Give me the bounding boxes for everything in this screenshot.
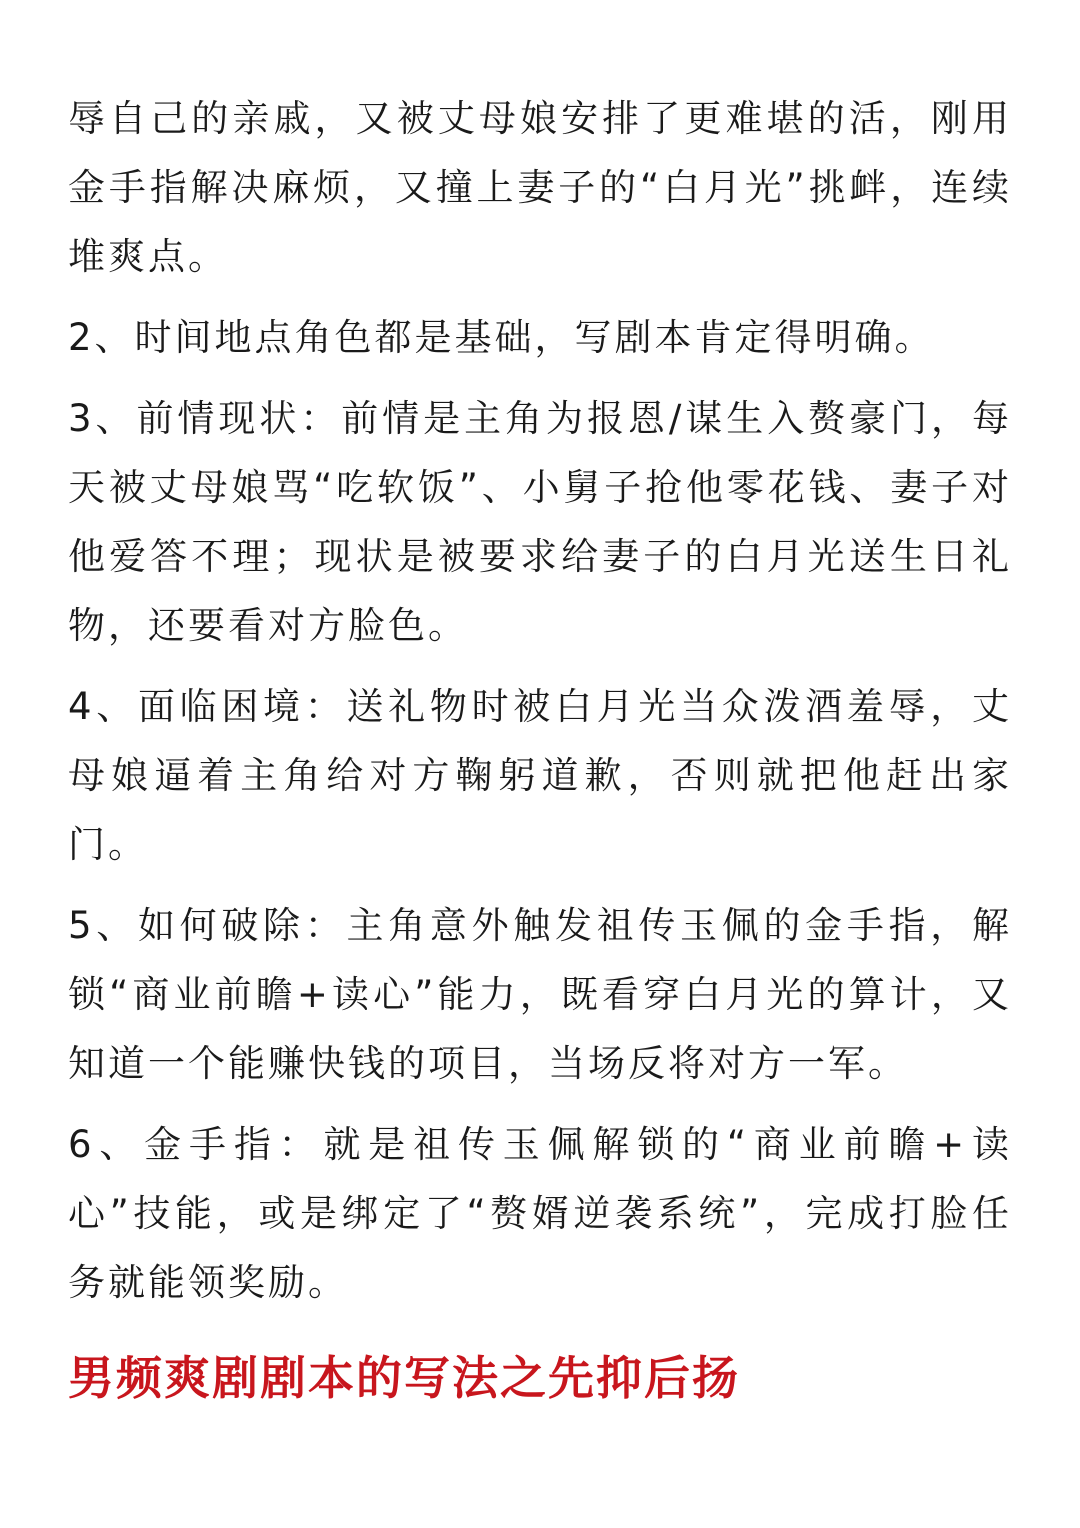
section-heading: 男频爽剧剧本的写法之先抑后扬 — [68, 1351, 740, 1405]
paragraph-item-3: 3、前情现状：前情是主角为报恩/谋生入赘豪门，每天被丈母娘骂“吃软饭”、小舅子抢他零花钱、妻子对他爱答不理；现状是被要求给妻子的白月光送生日礼物，还要看对方脸色。 — [68, 397, 1012, 647]
paragraph-continuation: 辱自己的亲戚，又被丈母娘安排了更难堪的活，刚用金手指解决麻烦，又撞上妻子的“白月光”挑衅，连续堆爽点。 — [68, 97, 1012, 278]
paragraph-item-2: 2、时间地点角色都是基础，写剧本肯定得明确。 — [68, 316, 935, 359]
paragraph-item-4: 4、面临困境：送礼物时被白月光当众泼酒羞辱，丈母娘逼着主角给对方鞠躬道歉，否则就把他赶出家门。 — [68, 685, 1012, 866]
body-text — [68, 84, 1012, 1329]
paragraph-item-6: 6、金手指：就是祖传玉佩解锁的“商业前瞻+读心”技能，或是绑定了“赘婿逆袭系统”，完成打脸任务就能领奖励。 — [68, 1123, 1012, 1304]
paragraph-item-5: 5、如何破除：主角意外触发祖传玉佩的金手指，解锁“商业前瞻+读心”能力，既看穿白月光的算计，又知道一个能赚快钱的项目，当场反将对方一军。 — [68, 904, 1012, 1085]
